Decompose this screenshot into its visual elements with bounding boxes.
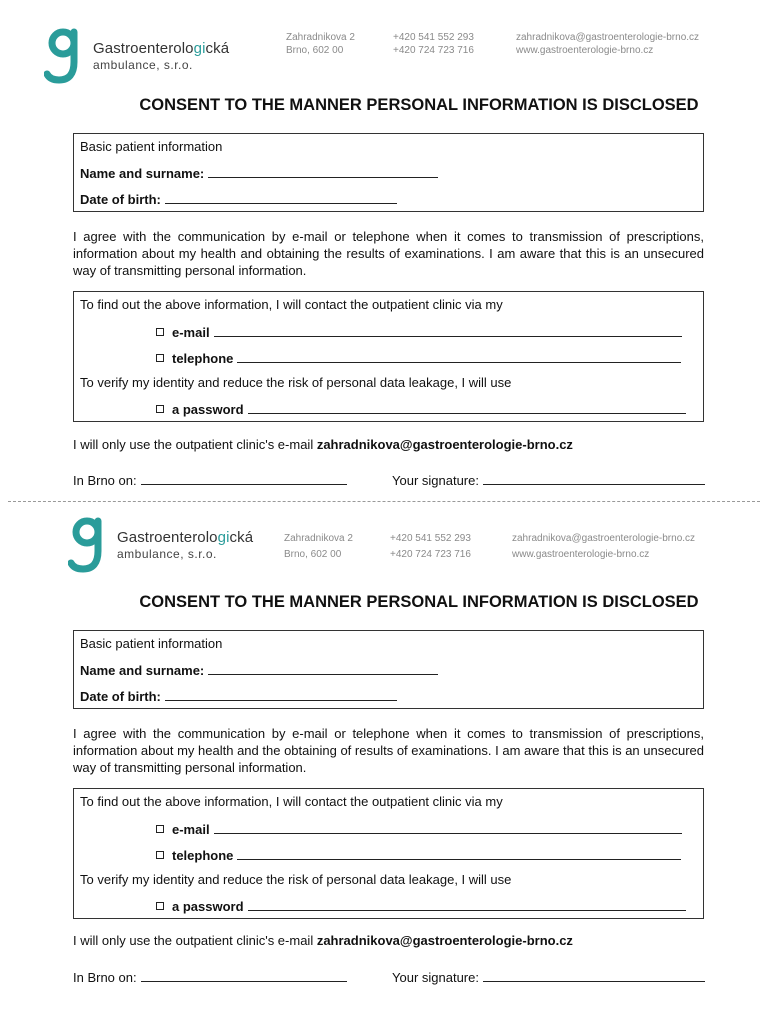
place-date-field[interactable]: In Brno on: xyxy=(73,969,347,985)
basic-info-label: Basic patient information xyxy=(80,636,223,651)
consent-form-top xyxy=(0,0,768,500)
email-option[interactable]: e-mail xyxy=(156,324,682,340)
agreement-text: I agree with the communication by e-mail or telephone when it comes to transmission of prescriptions, information about my health and the obtaining of results of examinations. I am aware that this is an unsecured way of transmitting personal information. xyxy=(73,726,704,775)
clinic-address: Zahradnikova 2 Brno, 602 00 xyxy=(286,32,355,56)
clinic-logo-g-icon xyxy=(44,28,84,84)
clinic-phones: +420 541 552 293 +420 724 723 716 xyxy=(393,32,474,56)
signature-field[interactable]: Your signature: xyxy=(392,969,705,985)
agreement-text: I agree with the communication by e-mail or telephone when it comes to transmission of prescriptions, information about my health and obtaining the results of examinations. I am aware that this is an unsecured way of transmitting personal information. xyxy=(73,229,704,278)
clinic-web-link[interactable]: www.gastroenterologie-brno.cz xyxy=(516,45,654,56)
dob-field[interactable]: Date of birth: xyxy=(80,688,397,704)
email-checkbox[interactable] xyxy=(156,328,164,336)
clinic-logo xyxy=(68,517,288,573)
clinic-address: Zahradnikova 2 Brno, 602 00 xyxy=(284,533,353,560)
password-checkbox[interactable] xyxy=(156,902,164,910)
form-title: CONSENT TO THE MANNER PERSONAL INFORMATION IS DISCLOSED xyxy=(139,96,699,114)
clinic-phones: +420 541 552 293 +420 724 723 716 xyxy=(390,533,471,560)
password-option[interactable]: a password xyxy=(156,401,686,417)
telephone-option[interactable]: telephone xyxy=(156,847,681,863)
telephone-option[interactable]: telephone xyxy=(156,350,681,366)
telephone-checkbox[interactable] xyxy=(156,851,164,859)
clinic-online xyxy=(516,31,699,57)
password-checkbox[interactable] xyxy=(156,405,164,413)
signature-field[interactable]: Your signature: xyxy=(392,472,705,488)
place-date-field[interactable]: In Brno on: xyxy=(73,472,347,488)
contact-via-text: To find out the above information, I will contact the outpatient clinic via my xyxy=(80,794,503,809)
contact-via-text: To find out the above information, I will contact the outpatient clinic via my xyxy=(80,297,503,312)
clinic-web-link[interactable]: www.gastroenterologie-brno.cz xyxy=(512,549,650,560)
clinic-logo xyxy=(44,28,264,84)
name-field[interactable]: Name and surname: xyxy=(80,165,438,181)
clinic-logo-g-icon xyxy=(68,517,108,573)
clinic-email-link[interactable]: zahradnikova@gastroenterologie-brno.cz xyxy=(516,32,700,43)
clinic-subtitle: ambulance, s.r.o. xyxy=(93,58,193,72)
email-only-line: I will only use the outpatient clinic's e-mail zahradnikova@gastroenterologie-brno.cz xyxy=(73,933,573,948)
form-title: CONSENT TO THE MANNER PERSONAL INFORMATION IS DISCLOSED xyxy=(139,593,699,611)
email-option[interactable]: e-mail xyxy=(156,821,682,837)
clinic-subtitle: ambulance, s.r.o. xyxy=(117,547,217,561)
telephone-checkbox[interactable] xyxy=(156,354,164,362)
password-option[interactable]: a password xyxy=(156,898,686,914)
email-checkbox[interactable] xyxy=(156,825,164,833)
dob-field[interactable]: Date of birth: xyxy=(80,191,397,207)
verify-text: To verify my identity and reduce the risk of personal data leakage, I will use xyxy=(80,872,512,887)
basic-info-label: Basic patient information xyxy=(80,139,223,154)
clinic-email-link[interactable]: zahradnikova@gastroenterologie-brno.cz xyxy=(512,533,696,544)
clinic-online xyxy=(512,532,695,561)
email-only-line: I will only use the outpatient clinic's e-mail zahradnikova@gastroenterologie-brno.cz xyxy=(73,437,573,452)
consent-form-bottom xyxy=(0,497,768,997)
clinic-name: Gastroenterologická xyxy=(93,40,230,57)
verify-text: To verify my identity and reduce the risk of personal data leakage, I will use xyxy=(80,375,512,390)
name-field[interactable]: Name and surname: xyxy=(80,662,438,678)
clinic-name: Gastroenterologická xyxy=(117,529,254,546)
